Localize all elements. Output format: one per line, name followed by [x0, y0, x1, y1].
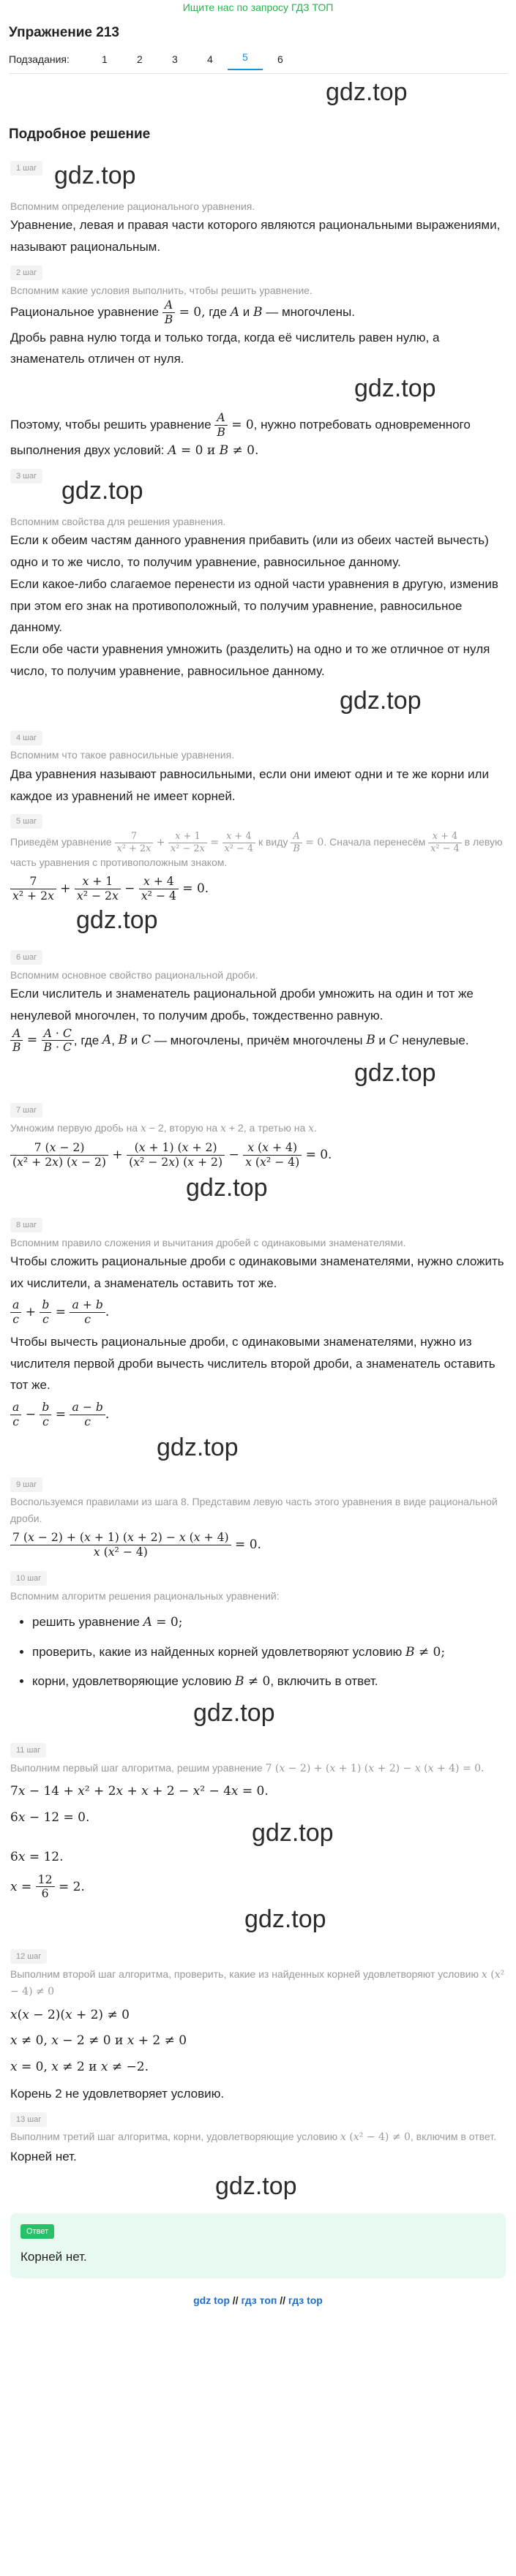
step-text: Поэтому, чтобы решить уравнение $\frac{A}{B}$ = 0, нужно потребовать одновременного выполнения двух условий: A = 0 и B ≠ 0. — [10, 410, 471, 458]
equation: x = $\frac{12}{6}$ = 2. — [10, 1872, 85, 1901]
formula-diff: $\frac{a}{c}$ − $\frac{b}{c}$ = $\frac{a - b}{c}$ . — [10, 1401, 506, 1429]
step-tag: 6 шаг — [10, 950, 42, 965]
step-10 — [0, 1564, 516, 1730]
watermark: gdz.top — [244, 1905, 326, 1934]
footer-links — [0, 2291, 516, 2310]
equation: x(x − 2)(x + 2) ≠ 0 — [10, 2007, 130, 2022]
formula-sum: $\frac{a}{c}$ + $\frac{b}{c}$ = $\frac{a + b}{c}$ . — [10, 1298, 506, 1327]
formula: $\frac{A}{B}$ = $\frac{A \cdot C}{B \cdot C}$ , где A, B и C — многочлены, причём многочлены B и C ненулевые. — [10, 1027, 506, 1055]
equation: 7x − 14 + x² + 2x + x + 2 − x² − 4x = 0. — [10, 1784, 269, 1799]
divider — [9, 73, 507, 74]
list-item: • проверить, какие из найденных корней удовлетворяют условию B ≠ 0; — [32, 1641, 506, 1664]
step-text: Если числитель и знаменатель рациональной дроби умножить на один и тот же ненулевой многочлен, то получим дробь, тождественно равную. — [10, 987, 474, 1023]
subtask-5[interactable]: 5 — [228, 48, 263, 71]
step-tag: 9 шаг — [10, 1477, 42, 1492]
watermark: gdz.top — [61, 477, 143, 505]
step-7 — [0, 1096, 516, 1205]
step-tag: 2 шаг — [10, 265, 42, 280]
equation: $\frac{7}{\text{x² + 2x}}$ + $\frac{x + 1}{\text{x² − 2x}}$ − $\frac{x + 4}{\text{x² − 4}}$ = 0. — [10, 875, 506, 903]
subtask-2[interactable]: 2 — [137, 53, 143, 65]
equation: x = 0, x ≠ 2 и x ≠ −2. — [10, 2060, 149, 2075]
watermark: gdz.top — [186, 1173, 268, 1202]
watermark: gdz.top — [326, 78, 408, 106]
step-text: Корней нет. — [10, 2149, 77, 2163]
step-tag: 7 шаг — [10, 1103, 42, 1118]
step-tag: 8 шаг — [10, 1218, 42, 1232]
page-title: Упражнение 213 — [9, 25, 119, 40]
list-item: • решить уравнение A = 0; — [32, 1611, 506, 1634]
answer-box — [10, 2213, 506, 2279]
footer-separator: // — [232, 2294, 239, 2307]
section-heading: Подробное решение — [9, 127, 151, 142]
step-13 — [0, 2105, 516, 2203]
subtask-4[interactable]: 4 — [207, 53, 213, 65]
step-text: Уравнение, левая и правая части которого являются рациональными выражениями, называют рациональным. — [10, 218, 501, 255]
step-note: Выполним второй шаг алгоритма, проверить, какие из найденных корней удовлетворяют условию x (x² − 4) ≠ 0 — [10, 1967, 505, 1998]
step-tag: 11 шаг — [10, 1743, 46, 1758]
subtask-nav — [0, 45, 516, 73]
step-note: Вспомним алгоритм решения рациональных уравнений: — [10, 1589, 280, 1602]
watermark: gdz.top — [215, 2172, 297, 2200]
step-2 — [0, 258, 516, 462]
watermark: gdz.top — [252, 1818, 334, 1847]
step-4 — [0, 723, 516, 807]
watermark: gdz.top — [340, 686, 422, 715]
step-1 — [0, 154, 516, 258]
footer-link[interactable]: gdz top — [193, 2294, 230, 2307]
step-6 — [0, 905, 516, 1090]
watermark: gdz.top — [157, 1433, 239, 1461]
step-text: Если к обеим частям данного уравнения прибавить (или из обеих частей вычесть) одно и то же число, то получим уравнение, равносильное данному. — [10, 533, 489, 570]
step-note: Приведём уравнение $\frac{7}{\text{x² + 2x}}$ + $\frac{x + 1}{\text{x² − 2x}}$ = $\frac{x + 4}{\text{x² − 4}}$ к виду $\frac{A}{B}$ = 0. Сначала перенесём $\frac{x + 4}{\text{x² − 4}}$ в левую часть уравнения с противоположным знаком. — [10, 831, 503, 868]
subtask-label: Подзадания: — [9, 53, 70, 65]
step-tag: 5 шаг — [10, 814, 42, 829]
equation: $\frac{7 (x - 2)}{\text{(x² + 2x) (x − 2)}}$ + $\frac{(x + 1) (x + 2)}{\text{(x² − 2x) (x + 2)}}$ − $\frac{x (x + 4)}{\text{x (x² − 4)}}$ = 0. — [10, 1141, 506, 1170]
footer-link[interactable]: гдз top — [288, 2294, 323, 2307]
step-5 — [0, 807, 516, 903]
step-note: Вспомним основное свойство рациональной дроби. — [10, 968, 258, 981]
step-note: Умножим первую дробь на x − 2, вторую на x + 2, а третью на x. — [10, 1121, 317, 1134]
equation: 6x − 12 = 0. — [10, 1810, 90, 1826]
step-3 — [0, 462, 516, 717]
equation: x ≠ 0, x − 2 ≠ 0 и x + 2 ≠ 0 — [10, 2033, 187, 2049]
step-12 — [0, 1942, 516, 2105]
step-note: Вспомним какие условия выполнить, чтобы решить уравнение. — [10, 284, 313, 296]
step-tag: 4 шаг — [10, 731, 42, 745]
step-text: Корень 2 не удовлетворяет условию. — [10, 2086, 225, 2101]
list-item: • корни, удовлетворяющие условию B ≠ 0, включить в ответ. — [32, 1671, 506, 1693]
step-note: Вспомним свойства для решения уравнения. — [10, 516, 226, 528]
step-tag: 1 шаг — [10, 161, 42, 176]
search-hint-link[interactable]: Ищите нас по запросу ГДЗ ТОП — [182, 1, 334, 13]
footer-separator: // — [280, 2294, 285, 2307]
watermark: gdz.top — [76, 905, 158, 934]
step-tag: 13 шаг — [10, 2112, 47, 2127]
step-8 — [0, 1210, 516, 1464]
answer-badge: Ответ — [20, 2224, 54, 2239]
subtask-6[interactable]: 6 — [277, 53, 283, 65]
step-note: Выполним первый шаг алгоритма, решим уравнение 7 (x − 2) + (x + 1) (x + 2) − x (x + 4) = 0. — [10, 1761, 485, 1774]
step-11 — [0, 1736, 516, 1936]
step-text: Два уравнения называют равносильными, если они имеют одни и те же корни или каждое из уравнений не имеет корней. — [10, 767, 489, 803]
equation: $\frac{7 (x - 2) + (x + 1) (x + 2) - x (x + 4)}{\text{x (x² − 4)}}$ = 0. — [10, 1531, 506, 1559]
answer-text: Корней нет. — [20, 2250, 87, 2264]
step-text: Дробь равна нулю тогда и только тогда, когда её числитель равен нулю, а знаменатель отличен от нуля. — [10, 330, 440, 366]
algorithm-list — [10, 1611, 506, 1693]
step-tag: 3 шаг — [10, 469, 42, 483]
step-9 — [0, 1470, 516, 1559]
equation: 6x = 12. — [10, 1849, 64, 1864]
step-note: Выполним третий шаг алгоритма, корни, удовлетворяющие условию x (x² − 4) ≠ 0, включим в ответ. — [10, 2131, 496, 2144]
footer-link[interactable]: гдз топ — [241, 2294, 277, 2307]
step-text: Если обе части уравнения умножить (разделить) на одно и то же отличное от нуля число, то получим уравнение, равносильное данному. — [10, 642, 490, 678]
step-text: Рациональное уравнение $\frac{A}{B}$ = 0, где A и B — многочлены. — [10, 298, 355, 326]
watermark: gdz.top — [54, 162, 136, 189]
watermark: gdz.top — [193, 1699, 275, 1728]
step-text: Чтобы сложить рациональные дроби с одинаковыми знаменателями, нужно сложить их числители, а знаменатель оставить тот же. — [10, 1254, 504, 1290]
subtask-3[interactable]: 3 — [172, 53, 178, 65]
step-tag: 12 шаг — [10, 1949, 47, 1964]
step-text: Чтобы вычесть рациональные дроби, с одинаковыми знаменателями, нужно из числителя первой дроби вычесть числитель второй дроби, а знаменатель оставить тот же. — [10, 1334, 496, 1393]
watermark: gdz.top — [354, 374, 436, 403]
subtask-1[interactable]: 1 — [102, 53, 108, 65]
step-note: Вспомним определение рационального уравнения. — [10, 200, 255, 212]
watermark: gdz.top — [354, 1059, 436, 1088]
step-note: Воспользуемся правилами из шага 8. Представим левую часть этого уравнения в виде рациональной дроби. — [10, 1496, 498, 1524]
step-note: Вспомним правило сложения и вычитания дробей с одинаковыми знаменателями. — [10, 1236, 406, 1249]
step-text: Если какое-либо слагаемое перенести из одной части уравнения в другую, изменив при этом его знак на противоположный, то получим уравнение, равносильное данному. — [10, 576, 498, 635]
step-note: Вспомним что такое равносильные уравнения. — [10, 749, 235, 761]
step-tag: 10 шаг — [10, 1571, 47, 1586]
